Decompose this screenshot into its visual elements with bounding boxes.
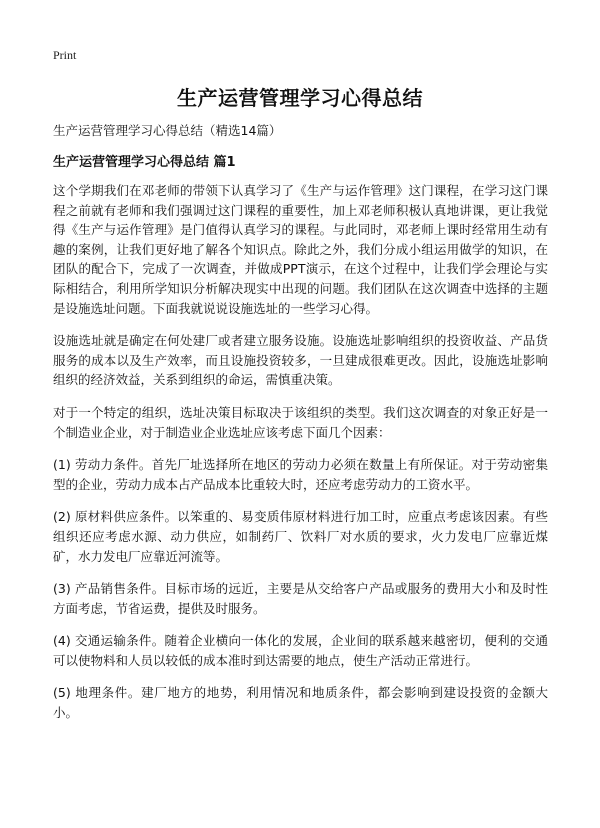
paragraph: 设施选址就是确定在何处建厂或者建立服务设施。设施选址影响组织的投资收益、产品货服务的成本以及生产效率，而且设施投资较多，一旦建成很难更改。因此，设施选址影响组织的经济效益，关系到组织的命运，需慎重决策。 [53,333,548,388]
document-subtitle: 生产运营管理学习心得总结（精选14篇） [53,123,282,138]
paragraph: 对于一个特定的组织，选址决策目标取决于该组织的类型。我们这次调查的对象正好是一个制造业企业，对于制造业企业选址应该考虑下面几个因素： [53,404,548,440]
paragraph: (3) 产品销售条件。目标市场的远近，主要是从交给客户产品或服务的费用大小和及时性方面考虑，节省运费，提供及时服务。 [53,581,548,616]
paragraph: 这个学期我们在邓老师的带领下认真学习了《生产与运作管理》这门课程，在学习这门课程之前就有老师和我们强调过这门课程的重要性，加上邓老师积极认真地讲课，更让我觉得《生产与运作管理》是门值得认真学习的课程。与此同时，邓老师上课时经常用生动有趣的案例，让我们更好地了解各个知识点。除此之外，我们分成小组运用做学的知识，在团队的配合下，完成了一次调查，并做成PPT演示，在这个过程中，让我们学会理论与实际相结合，利用所学知识分析解决现实中出现的问题。我们团队在这次调查中选择的主题是设施选址问题。下面我就说说设施选址的一些学习心得。 [53,183,548,316]
document-body [53,181,548,736]
paragraph: (2) 原材料供应条件。以笨重的、易变质伟原材料进行加工时，应重点考虑该因素。有些组织还应考虑水源、动力供应，如制药厂、饮料厂对水质的要求，火力发电厂应靠近煤矿，水力发电厂应靠近河流等。 [53,509,548,564]
print-link[interactable]: Print [53,48,77,62]
document-title: 生产运营管理学习心得总结 [177,86,423,110]
paragraph: (4) 交通运输条件。随着企业横向一体化的发展，企业间的联系越来越密切，便利的交通可以使物料和人员以较低的成本准时到达需要的地点，使生产活动正常进行。 [53,633,548,668]
paragraph: (5) 地理条件。建厂地方的地势，利用情况和地质条件，都会影响到建设投资的金额大小。 [53,685,548,721]
section-title: 生产运营管理学习心得总结 篇1 [53,155,236,170]
paragraph: (1) 劳动力条件。首先厂址选择所在地区的劳动力必须在数量上有所保证。对于劳动密集型的企业，劳动力成本占产品成本比重较大时，还应考虑劳动力的工资水平。 [53,457,548,492]
